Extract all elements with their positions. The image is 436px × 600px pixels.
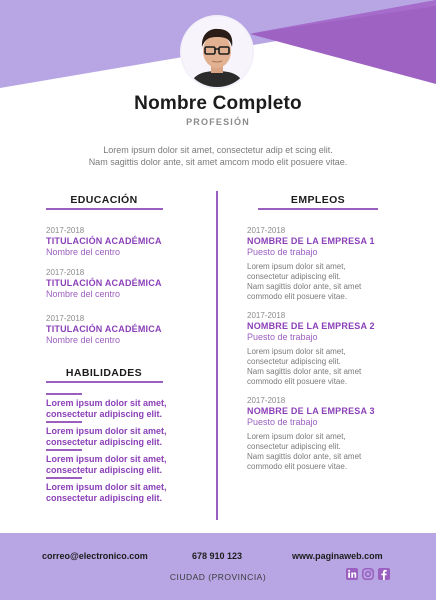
instagram-icon[interactable] — [362, 568, 374, 580]
education-item — [46, 314, 206, 346]
job-year: 2017-2018 — [247, 226, 286, 235]
education-degree: TITULACIÓN ACADÉMICA — [46, 236, 162, 246]
skills-title: HABILIDADES — [65, 367, 143, 379]
job-role: Puesto de trabajo — [247, 247, 318, 257]
job-desc-line: Nam sagittis dolor ante, sit amet — [247, 452, 362, 461]
job-desc-line: commodo elit posuere vitae. — [247, 462, 348, 471]
intro-text — [40, 145, 396, 168]
skill-text-line: consectetur adipiscing elit. — [46, 464, 163, 475]
website-link[interactable]: www.paginaweb.com — [292, 551, 383, 561]
job-desc-line: Lorem ipsum dolor sit amet, — [247, 347, 346, 356]
job-desc-line: commodo elit posuere vitae. — [247, 292, 348, 301]
education-title: EDUCACIÓN — [70, 194, 138, 206]
job-role: Puesto de trabajo — [247, 417, 318, 427]
job-desc-line: Nam sagittis dolor ante, sit amet — [247, 367, 362, 376]
education-year: 2017-2018 — [46, 314, 85, 323]
job-year: 2017-2018 — [247, 311, 286, 320]
intro-line: Nam sagittis dolor ante, sit amet amcom modo elit posuere vitae. — [88, 156, 348, 167]
education-item — [46, 268, 206, 300]
skill-bullet-line — [46, 421, 82, 423]
job-desc-line: Lorem ipsum dolor sit amet, — [247, 262, 346, 271]
education-degree: TITULACIÓN ACADÉMICA — [46, 278, 162, 288]
skill-text-line: Lorem ipsum dolor sit amet, — [46, 453, 167, 464]
education-year: 2017-2018 — [46, 268, 85, 277]
skill-item — [46, 421, 196, 448]
skill-text-line: consectetur adipiscing elit. — [46, 492, 163, 503]
job-desc-line: consectetur adipiscing elit. — [247, 272, 341, 281]
job-role: Puesto de trabajo — [247, 332, 318, 342]
phone-number[interactable]: 678 910 123 — [192, 551, 243, 561]
skill-bullet-line — [46, 393, 82, 395]
skill-bullet-line — [46, 449, 82, 451]
jobs-rule — [258, 208, 378, 210]
skill-item — [46, 477, 196, 504]
city-location: CIUDAD (PROVINCIA) — [169, 572, 267, 582]
job-desc-line: consectetur adipiscing elit. — [247, 357, 341, 366]
job-item — [247, 311, 417, 387]
job-description — [247, 347, 417, 387]
facebook-icon[interactable] — [378, 568, 390, 580]
education-item — [46, 226, 206, 258]
linkedin-icon[interactable] — [346, 568, 358, 580]
education-center: Nombre del centro — [46, 289, 121, 299]
profession: PROFESIÓN — [186, 117, 250, 127]
job-desc-line: Nam sagittis dolor ante, sit amet — [247, 282, 362, 291]
education-center: Nombre del centro — [46, 247, 121, 257]
job-item — [247, 396, 417, 472]
job-desc-line: Lorem ipsum dolor sit amet, — [247, 432, 346, 441]
email-link[interactable]: correo@electronico.com — [42, 551, 148, 561]
job-company: NOMBRE DE LA EMPRESA 2 — [247, 321, 375, 331]
education-degree: TITULACIÓN ACADÉMICA — [46, 324, 162, 334]
job-company: NOMBRE DE LA EMPRESA 1 — [247, 236, 375, 246]
skill-item — [46, 393, 196, 420]
avatar — [182, 17, 252, 87]
column-divider — [216, 191, 218, 520]
education-year: 2017-2018 — [46, 226, 85, 235]
skill-text-line: Lorem ipsum dolor sit amet, — [46, 425, 167, 436]
job-year: 2017-2018 — [247, 396, 286, 405]
job-description — [247, 262, 417, 302]
jobs-title: EMPLEOS — [290, 194, 346, 206]
education-center: Nombre del centro — [46, 335, 121, 345]
job-desc-line: consectetur adipiscing elit. — [247, 442, 341, 451]
job-item — [247, 226, 417, 302]
full-name: Nombre Completo — [134, 93, 302, 114]
job-description — [247, 432, 417, 472]
skills-rule — [46, 381, 163, 383]
skill-bullet-line — [46, 477, 82, 479]
skill-item — [46, 449, 196, 476]
skill-text-line: Lorem ipsum dolor sit amet, — [46, 481, 167, 492]
skill-text-line: consectetur adipiscing elit. — [46, 436, 163, 447]
job-company: NOMBRE DE LA EMPRESA 3 — [247, 406, 375, 416]
footer — [0, 533, 436, 600]
intro-line: Lorem ipsum dolor sit amet, consectetur adip et scing elit. — [103, 145, 333, 155]
skill-text-line: consectetur adipiscing elit. — [46, 408, 163, 419]
job-desc-line: commodo elit posuere vitae. — [247, 377, 348, 386]
skill-text-line: Lorem ipsum dolor sit amet, — [46, 397, 167, 408]
education-rule — [46, 208, 163, 210]
